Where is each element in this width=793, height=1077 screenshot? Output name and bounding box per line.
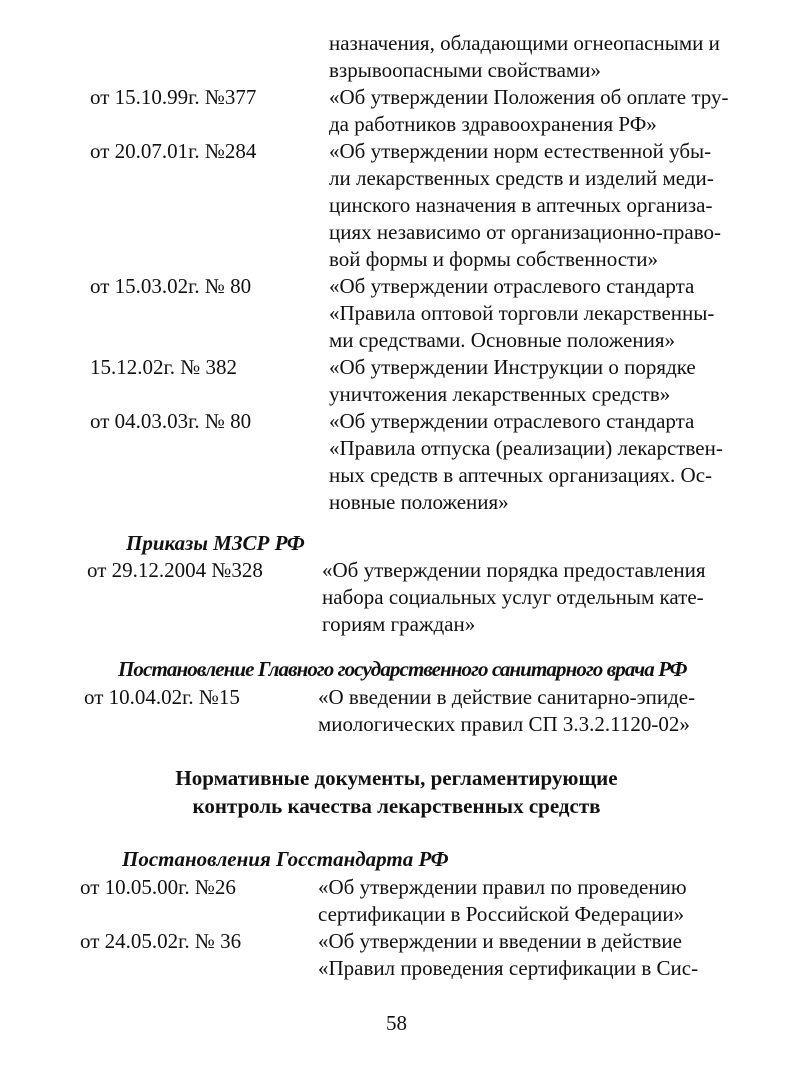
document-title-line: гориям граждан» bbox=[322, 612, 476, 636]
document-title-line: да работников здравоохранения РФ» bbox=[329, 112, 657, 136]
document-title-line: «Об утверждении порядка предоставления bbox=[322, 558, 706, 582]
document-title-line: «Об утверждении норм естественной убы- bbox=[329, 139, 712, 163]
document-reference: 15.12.02г. № 382 bbox=[90, 355, 238, 379]
document-title-line: ных средств в аптечных организациях. Ос- bbox=[329, 463, 713, 487]
section-title: Нормативные документы, регламентирующие bbox=[175, 766, 618, 790]
document-title-line: ми средствами. Основные положения» bbox=[329, 328, 675, 352]
document-title-line: миологических правил СП 3.3.2.1120-02» bbox=[318, 712, 690, 736]
section-heading-gosstandart: Постановления Госстандарта РФ bbox=[122, 847, 449, 871]
document-title-line: «Об утверждении Положения об оплате тру- bbox=[329, 85, 729, 109]
document-title-line: ли лекарственных средств и изделий меди- bbox=[329, 166, 714, 190]
document-title-line: вой формы и формы собственности» bbox=[329, 247, 658, 271]
document-reference: от 24.05.02г. № 36 bbox=[80, 929, 242, 953]
document-title-line: «Об утверждении правил по проведению bbox=[318, 875, 687, 899]
document-reference: от 15.03.02г. № 80 bbox=[90, 274, 252, 298]
document-title-line: «Правила оптовой торговли лекарственны- bbox=[329, 301, 715, 325]
document-title-line: «Об утверждении отраслевого стандарта bbox=[329, 409, 695, 433]
document-reference: от 10.05.00г. №26 bbox=[80, 875, 236, 899]
document-title-line: «Правила отпуска (реализации) лекарствен- bbox=[329, 436, 723, 460]
document-title-line: «Правил проведения сертификации в Сис- bbox=[318, 956, 699, 980]
document-title-line: циях независимо от организационно-право- bbox=[329, 220, 722, 244]
document-reference: от 10.04.02г. №15 bbox=[84, 685, 240, 709]
section-heading-mzsr: Приказы МЗСР РФ bbox=[126, 531, 305, 555]
document-reference: от 15.10.99г. №377 bbox=[90, 85, 257, 109]
text-line: взрывоопасными свойствами» bbox=[329, 58, 601, 82]
document-title-line: уничтожения лекарственных средств» bbox=[329, 382, 671, 406]
document-reference: от 04.03.03г. № 80 bbox=[90, 409, 252, 433]
document-title-line: «О введении в действие санитарно-эпиде- bbox=[318, 685, 696, 709]
section-heading-sanitary: Постановление Главного государственного санитарного врача РФ bbox=[118, 657, 687, 681]
section-title: контроль качества лекарственных средств bbox=[192, 794, 601, 818]
text-line: назначения, обладающими огнеопасными и bbox=[329, 31, 720, 55]
document-reference: от 20.07.01г. №284 bbox=[90, 139, 257, 163]
document-title-line: «Об утверждении и введении в действие bbox=[318, 929, 682, 953]
document-title-line: новные положения» bbox=[329, 490, 509, 514]
document-title-line: «Об утверждении Инструкции о порядке bbox=[329, 355, 696, 379]
page-number: 58 bbox=[386, 1011, 407, 1035]
document-title-line: сертификации в Российской Федерации» bbox=[318, 902, 685, 926]
document-title-line: цинского назначения в аптечных организа- bbox=[329, 193, 713, 217]
document-title-line: набора социальных услуг отдельным кате- bbox=[322, 585, 704, 609]
document-reference: от 29.12.2004 №328 bbox=[87, 558, 263, 582]
document-title-line: «Об утверждении отраслевого стандарта bbox=[329, 274, 695, 298]
